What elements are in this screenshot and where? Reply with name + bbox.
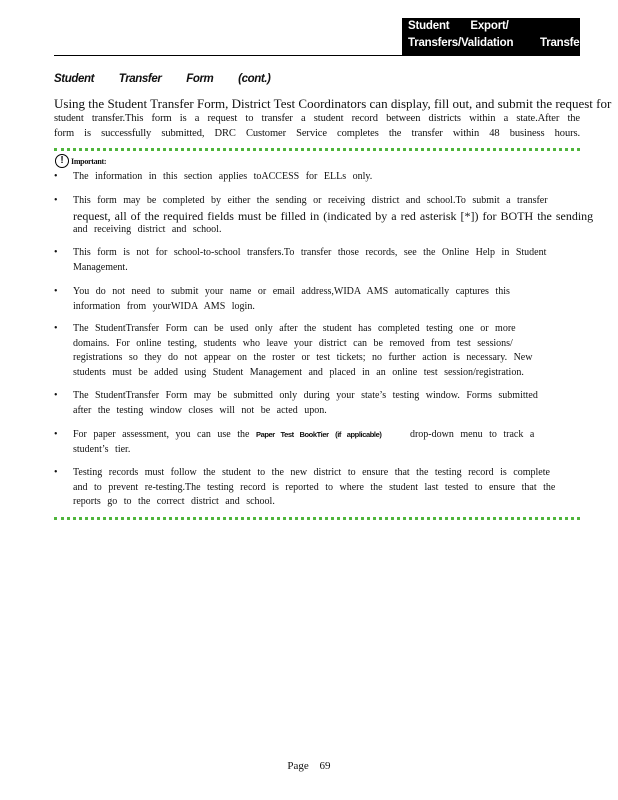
bullet-dot: • xyxy=(54,171,58,182)
bullet-dot: • xyxy=(54,467,58,478)
bullet-line: domains. For online testing, students who leave your district can be removed from test sessions/ xyxy=(73,337,513,349)
bullet-line: students must be added using Student Management and placed in an online test session/registration. xyxy=(73,366,524,378)
bullet-line: and receiving district and school. xyxy=(73,224,222,235)
bullet-line: and to prevent re-testing.The testing record is reported to where the student last tested to ensure that the xyxy=(73,481,556,493)
intro-line-1: Using the Student Transfer Form, District Test Coordinators can display, fill out, and submit the request for xyxy=(54,96,612,111)
bullet-line: This form is not for school-to-school transfers.To transfer those records, see the Online Help in Student xyxy=(73,247,547,258)
divider-bottom xyxy=(54,517,580,520)
bullet-line: Testing records must follow the student to the new district to ensure that the testing record is complete xyxy=(73,467,550,478)
bullet-line: This form may be completed by either the sending or receiving district and school.To submit a transfer xyxy=(73,195,548,206)
bullet-line: information from yourWIDA AMS login. xyxy=(73,300,255,312)
important-callout xyxy=(55,154,106,168)
header-line-2-right: Transfe xyxy=(540,37,580,49)
bullet-line xyxy=(73,428,576,443)
exclamation-icon: ! xyxy=(55,154,69,168)
bullet-line: The StudentTransfer Form can be used only after the student has completed testing one or more xyxy=(73,323,516,334)
header-bar xyxy=(402,18,580,55)
bullet-dot: • xyxy=(54,323,58,334)
bullet-dot: • xyxy=(54,429,58,440)
header-line-1: Student Export/ xyxy=(408,20,509,32)
field-name: Paper Test BookTier xyxy=(255,430,329,439)
bullet-line: request, all of the required fields must be filled in (indicated by a red asterisk [*]) for BOTH the sending xyxy=(73,208,594,223)
bullet-line: You do not need to submit your name or email address,WIDA AMS automatically captures this xyxy=(73,286,510,297)
bullet-line: student’s tier. xyxy=(73,443,131,455)
bullet-dot: • xyxy=(54,195,58,206)
intro-paragraph xyxy=(54,96,612,141)
bullet-dot: • xyxy=(54,390,58,401)
bullet-line: registrations so they do not appear on the roster or test tickets; no further action is necessary. New xyxy=(73,352,533,363)
bullet-dot: • xyxy=(54,286,58,297)
bullet-line: Management. xyxy=(73,261,128,273)
intro-line-3: form is successfully submitted, DRC Customer Service completes the transfer within 48 business hours. xyxy=(54,128,580,139)
bullet-line: The information in this section applies toACCESS for ELLs only. xyxy=(73,171,373,182)
important-label: Important: xyxy=(71,156,107,166)
page-number: Page 69 xyxy=(287,760,331,772)
header-rule xyxy=(54,55,580,56)
bullet-text: For paper assessment, you can use the xyxy=(73,429,250,440)
intro-line-2: student transfer.This form is a request to transfer a student record between districts within a state.After the xyxy=(54,113,580,124)
bullet-dot: • xyxy=(54,247,58,258)
bullet-line: after the testing window closes will not be acted upon. xyxy=(73,404,327,416)
bullet-text: drop-down menu to track a xyxy=(409,429,535,440)
bullet-line: reports go to the correct district and school. xyxy=(73,496,275,507)
header-line-2-left: Transfers/Validation xyxy=(408,37,514,49)
field-note: (if applicable) xyxy=(335,430,382,439)
section-title: Student Transfer Form (cont.) xyxy=(54,73,271,85)
divider-top xyxy=(54,148,580,151)
bullet-line: The StudentTransfer Form may be submitted only during your state’s testing window. Forms submitted xyxy=(73,390,538,401)
